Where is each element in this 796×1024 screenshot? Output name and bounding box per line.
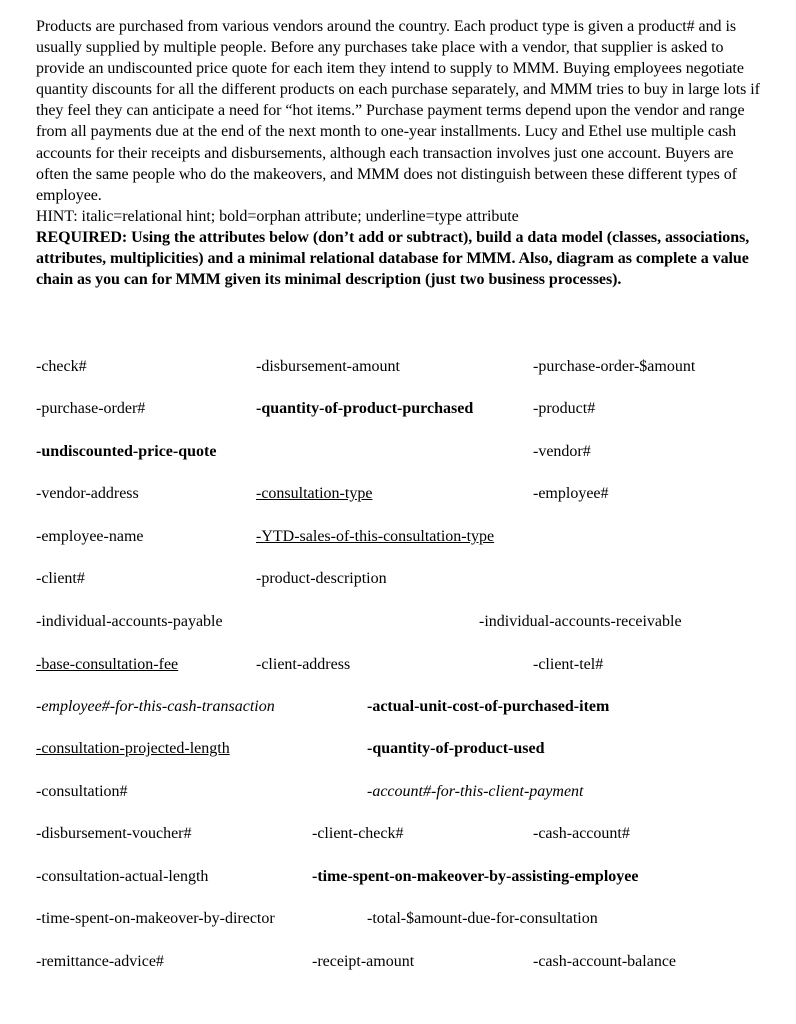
attribute-employee-number-for-cash-transaction: -employee#-for-this-cash-transaction <box>36 698 275 715</box>
attribute-employee-number: -employee# <box>533 485 609 502</box>
attribute-client-tel-number: -client-tel# <box>533 656 604 673</box>
attribute-undiscounted-price-quote: -undiscounted-price-quote <box>36 443 217 460</box>
attribute-base-consultation-fee: -base-consultation-fee <box>36 656 179 673</box>
intro-paragraph: Products are purchased from various vendors around the country. Each product type is given a product# and is usually supplied by multiple people. Before any purchases take place with a vendor, that supplier is asked to provide an undiscounted price quote for each item they intend to supply to MMM. Buying employees negotiate quantity discounts for all the different products on each purchase separately, and MMM tries to buy in large lots if they feel they can anticipate a need for “hot items.” Purchase payment terms depend upon the vendor and range from all payments due at the end of the next month to one-year installments. Lucy and Ethel use multiple cash accounts for their receipts and disbursements, although each transaction involves just one account. Buyers are often the same people who do the makeovers, and MMM does not distinguish between these different types of employee. <box>36 18 760 204</box>
attribute-client-number: -client# <box>36 570 85 587</box>
attribute-cash-account-number: -cash-account# <box>533 825 630 842</box>
attribute-consultation-actual-length: -consultation-actual-length <box>36 868 209 885</box>
attribute-individual-accounts-receivable: -individual-accounts-receivable <box>479 613 682 630</box>
attribute-check-number: -check# <box>36 358 87 375</box>
attribute-quantity-of-product-purchased: -quantity-of-product-purchased <box>256 400 474 417</box>
problem-statement <box>36 16 764 290</box>
attribute-client-check-number: -client-check# <box>312 825 404 842</box>
attribute-purchase-order-number: -purchase-order# <box>36 400 146 417</box>
attribute-product-description: -product-description <box>256 570 387 587</box>
attribute-actual-unit-cost-of-purchased-item: -actual-unit-cost-of-purchased-item <box>367 698 610 715</box>
attribute-receipt-amount: -receipt-amount <box>312 953 415 970</box>
attribute-client-address: -client-address <box>256 656 351 673</box>
attribute-quantity-of-product-used: -quantity-of-product-used <box>367 740 545 757</box>
attribute-employee-name: -employee-name <box>36 528 144 545</box>
attribute-consultation-number: -consultation# <box>36 783 128 800</box>
attribute-cash-account-balance: -cash-account-balance <box>533 953 677 970</box>
attribute-disbursement-voucher-number: -disbursement-voucher# <box>36 825 192 842</box>
attribute-consultation-type: -consultation-type <box>256 485 373 502</box>
attribute-consultation-projected-length: -consultation-projected-length <box>36 740 230 757</box>
attribute-ytd-sales-of-consultation-type: -YTD-sales-of-this-consultation-type <box>256 528 495 545</box>
attribute-time-spent-by-director: -time-spent-on-makeover-by-director <box>36 910 275 927</box>
attribute-disbursement-amount: -disbursement-amount <box>256 358 400 375</box>
required-statement: REQUIRED: Using the attributes below (don’t add or subtract), build a data model (classes, associations, attributes, multiplicities) and a minimal relational database for MMM. Also, diagram as complete a value chain as you can for MMM given its minimal description (just two business processes). <box>36 228 750 289</box>
attribute-account-number-for-client-payment: -account#-for-this-client-payment <box>367 783 584 800</box>
attribute-total-amount-due-for-consultation: -total-$amount-due-for-consultation <box>367 910 598 927</box>
attribute-vendor-number: -vendor# <box>533 443 591 460</box>
attribute-time-spent-by-assisting-employee: -time-spent-on-makeover-by-assisting-employee <box>312 868 639 885</box>
attribute-product-number: -product# <box>533 400 596 417</box>
attribute-purchase-order-amount: -purchase-order-$amount <box>533 358 696 375</box>
attribute-remittance-advice-number: -remittance-advice# <box>36 953 164 970</box>
attribute-vendor-address: -vendor-address <box>36 485 139 502</box>
hint-line: HINT: italic=relational hint; bold=orphan attribute; underline=type attribute <box>36 207 519 225</box>
attribute-individual-accounts-payable: -individual-accounts-payable <box>36 613 223 630</box>
